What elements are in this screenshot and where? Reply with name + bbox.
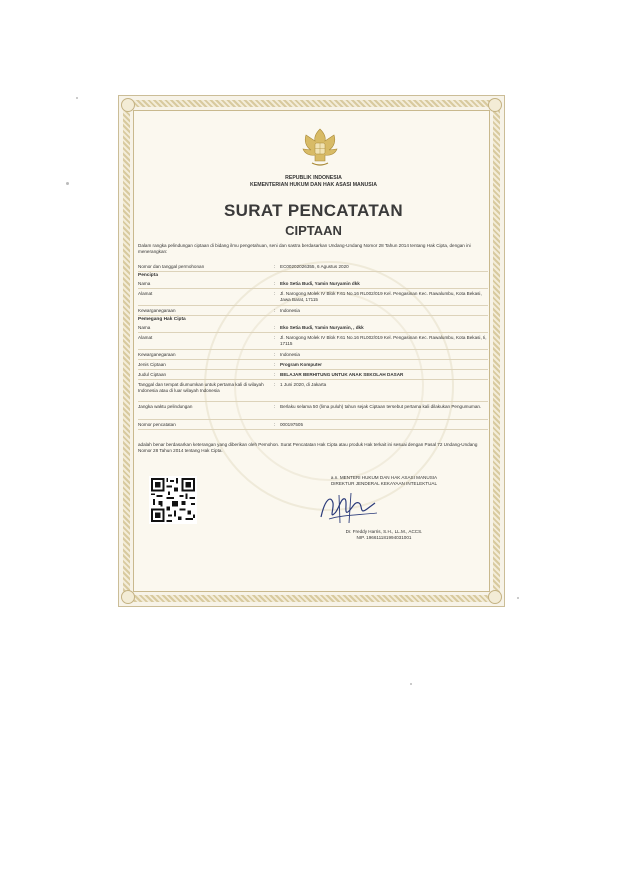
- closing-paragraph: adalah benar berdasarkan keterangan yang diberikan oleh Pemohon. Surat Pencatatan Hak Cipta atau produk Hak terkait ini sesuai dengan Pasal 72 Undang-Undang Nomor 28 Tahun 2014 tentang Hak Cipta.: [138, 442, 478, 454]
- section-heading-pencipta: Pencipta: [138, 273, 158, 278]
- corner-ornament: [488, 590, 502, 604]
- announcement-date: 1 Juni 2020, di Jakarta: [280, 382, 327, 387]
- field-label: Alamat: [138, 291, 153, 296]
- scan-speck: [66, 182, 69, 185]
- field-label: Nomor dan tanggal permohonan: [138, 264, 205, 269]
- field-label: Kewarganegaraan: [138, 352, 176, 357]
- field-label: Nomor pencatatan: [138, 422, 176, 427]
- country-heading: REPUBLIK INDONESIA: [285, 175, 342, 181]
- signature-icon: [315, 489, 385, 529]
- certificate-body: REPUBLIK INDONESIA KEMENTERIAN HUKUM DAN HAK ASASI MANUSIA SURAT PENCATATAN CIPTAAN Dalam rangka pelindungan ciptaan di bidang ilmu pengetahuan, seni dan sastra berdasarkan Undang-Undang Nomor 28 Tahun 2014 tentang Hak Cipta, dengan ini menerangkan: Nomor dan tanggal permohonan : EC00202026355, 6 Agustus 2020 Pencipta Nama : Eko Setia Budi, Yamin Nuryamin dkk Alamat : Jl. Narogong Molek IV Blok F.61 No.16 RL002/019 Kel. Pengasinan Kec. Rawalumbu, Kota Bekasi, Jawa Barat, 17115 Kewarganegaraan : Indonesia Pemegang Hak Cipta Nama : Eko Setia Budi, Yamin Nuryamin, , dkk Alamat : Jl. Narogong Molek IV Blok F.61 No.16 RL002/019 Kel. Pengasinan Kec. Rawalumbu, Kota Bekasi, Ii, 17115 Kewarganegaraan : Indonesia Jenis Ciptaan : Program Komputer Judul Ciptaan : BELAJAR BERHITUNG UNTUK ANAK SEKOLAH DASAR Tanggal dan tempat diumumkan untuk pertama kali di wilayah Indonesia atau di luar wilayah Indonesia : 1 Juni 2020, di Jakarta Jangka waktu pelindungan : Berlaku selama 50 (lima puluh) tahun sejak Ciptaan tersebut pertama kali dilakukan Pengumuman. Nomor pencatatan : 000197505 adalah benar berdasarkan keterangan yang diberikan oleh Pemohon. Surat Pencatatan Hak Cipta atau produk Hak terkait ini sesuai dengan Pasal 72 Undang-Undang Nomor 28 Tahun 2014 tentang Hak Cipta. a.n. MENTERI HUKUM DAN HAK ASASI MANUSIA DIREKTUR JENDERAL KEKAYAAN INTELEKTUAL Dr. Freddy Harris, S.H., LL.M., ACCS. NIP. 196611181994031001: [133, 110, 490, 592]
- signer-name: Dr. Freddy Harris, S.H., LL.M., ACCS.: [345, 529, 423, 534]
- field-label: Nama: [138, 325, 151, 330]
- corner-ornament: [121, 590, 135, 604]
- intro-paragraph: Dalam rangka pelindungan ciptaan di bidang ilmu pengetahuan, seni dan sastra berdasarkan Undang-Undang Nomor 28 Tahun 2014 tentang Hak Cipta, dengan ini menerangkan:: [138, 243, 471, 255]
- work-title: BELAJAR BERHITUNG UNTUK ANAK SEKOLAH DASAR: [280, 372, 404, 377]
- holder-nationality: Indonesia: [280, 352, 300, 357]
- scan-speck: [517, 597, 519, 599]
- application-number: EC00202026355, 6 Agustus 2020: [280, 264, 349, 269]
- ministry-heading: KEMENTERIAN HUKUM DAN HAK ASASI MANUSIA: [250, 182, 377, 188]
- signer-nip: NIP. 196611181994031001: [356, 535, 412, 541]
- signatory-heading: [289, 475, 479, 487]
- section-heading-pemegang: Pemegang Hak Cipta: [138, 317, 186, 322]
- creator-name: Eko Setia Budi, Yamin Nuryamin dkk: [280, 281, 360, 286]
- signatory-position: DIREKTUR JENDERAL KEKAYAAN INTELEKTUAL: [330, 481, 438, 486]
- work-type: Program Komputer: [280, 362, 322, 367]
- record-number: 000197505: [280, 422, 303, 427]
- on-behalf-text: a.n. MENTERI HUKUM DAN HAK ASASI MANUSIA: [330, 475, 438, 480]
- protection-period: Berlaku selama 50 (lima puluh) tahun sejak Ciptaan tersebut pertama kali dilakukan Pengumuman.: [280, 404, 482, 409]
- certificate-page: [118, 95, 505, 607]
- holder-name: Eko Setia Budi, Yamin Nuryamin, , dkk: [280, 325, 364, 330]
- field-label: Jangka waktu pelindungan: [138, 404, 193, 409]
- field-label: Kewarganegaraan: [138, 308, 176, 313]
- field-label: Judul Ciptaan: [138, 372, 167, 377]
- scan-speck: [76, 97, 78, 99]
- corner-ornament: [488, 98, 502, 112]
- field-label: Alamat: [138, 335, 153, 340]
- document-subtitle: CIPTAAN: [285, 223, 342, 238]
- holder-address: Jl. Narogong Molek IV Blok F.61 No.16 RL002/019 Kel. Pengasinan Kec. Rawalumbu, Kota Bekasi, Ii, 17115: [280, 335, 487, 346]
- scan-speck: [410, 683, 412, 685]
- garuda-emblem-icon: [296, 125, 344, 171]
- field-label: Nama: [138, 281, 151, 286]
- field-label: Jenis Ciptaan: [138, 362, 166, 367]
- field-label: Tanggal dan tempat diumumkan untuk pertama kali di wilayah Indonesia atau di luar wilayah Indonesia: [138, 382, 264, 393]
- creator-nationality: Indonesia: [280, 308, 300, 313]
- creator-address: Jl. Narogong Molek IV Blok F.61 No.16 RL002/019 Kel. Pengasinan Kec. Rawalumbu, Kota Bekasi, Jawa Barat, 17115: [280, 291, 482, 302]
- document-title: SURAT PENCATATAN: [224, 201, 403, 220]
- qr-code-icon: [149, 476, 197, 524]
- signer-block: [289, 529, 479, 541]
